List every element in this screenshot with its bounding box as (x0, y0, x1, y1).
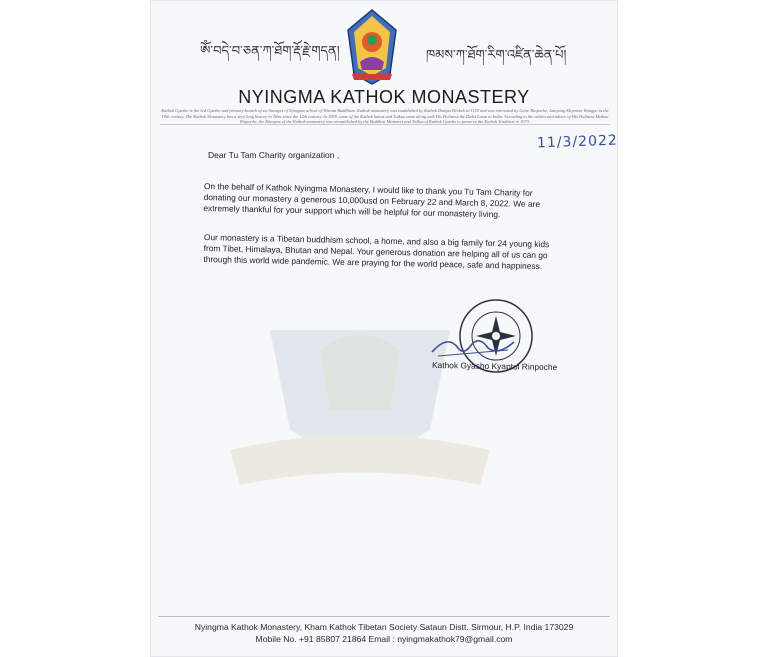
handwritten-date: 11/3/2022 (536, 132, 618, 152)
letter-page (150, 0, 618, 657)
footer-address: Nyingma Kathok Monastery, Kham Kathok Tibetan Society Sataun Distt. Sirmour, H.P. India 173029 (194, 622, 574, 632)
body-paragraph-2: Our monastery is a Tibetan buddhism school, a home, and also a big family for 24 young kids from Tibet, Himalaya, Bhutan and Nepal. Your generous donation are helping all of us can go through this world wide pandemic. We are praying for the world peace, safe and happiness. (203, 232, 550, 272)
body-paragraph-1: On the behalf of Kathok Nyingma Monastery, I would like to thank you Tu Tam Charity for donating our monastery a generous 10,000usd on February 22 and March 8, 2022. We are extremely thankful for your support which will be helpful for our monastery living. (203, 181, 541, 220)
footer-divider (158, 616, 610, 617)
letterhead-title: NYINGMA KATHOK MONASTERY (238, 87, 530, 107)
monastery-logo (346, 8, 398, 86)
header-divider (160, 124, 610, 125)
letterhead-tagline: Kathok Gyasho is the 3rd Gyasho and primary branch of six lineages of Nyingma school of Tibetan Buddhism. Kathok monastery was established by Kathok Dampa Deshek in 1159 and was renovated by Getse Rinpoche, Jamyang Khyentse Wangpo in the 19th century. The Kathok Monastery has a very long history in Tibet since the 12th century. In 1959, some of the Kathok lamas and Tulkus came along with His Holiness the Dalai Lama to India. According to the wishes and advice of His Holiness Moktsa Rinpoche, the Khenpos of the Kathok monastery was reestablished by the Buddhist Ministers and Tulkus of Kathok Gyasho to preserve the Kathok Tradition in 1973. (161, 108, 609, 125)
handwritten-signature (428, 330, 518, 360)
tibetan-name-right: ཁམས་ཀ་ཐོག་རིག་འཛིན་ཆེན་པོ། (426, 48, 567, 63)
footer-contact: Mobile No. +91 85807 21864 Email : nyingmakathok79@gmail.com (255, 634, 513, 644)
signer-name: Kathok Gyasho Kyaptul Rinpoche (431, 359, 558, 373)
tibetan-name-left: ཨོཾ་བདེ་བ་ཅན་ཀ་ཐོག་རྡོ་རྗེ་གདན། (200, 44, 340, 59)
salutation: Dear Tu Tam Charity organization , (208, 150, 340, 160)
